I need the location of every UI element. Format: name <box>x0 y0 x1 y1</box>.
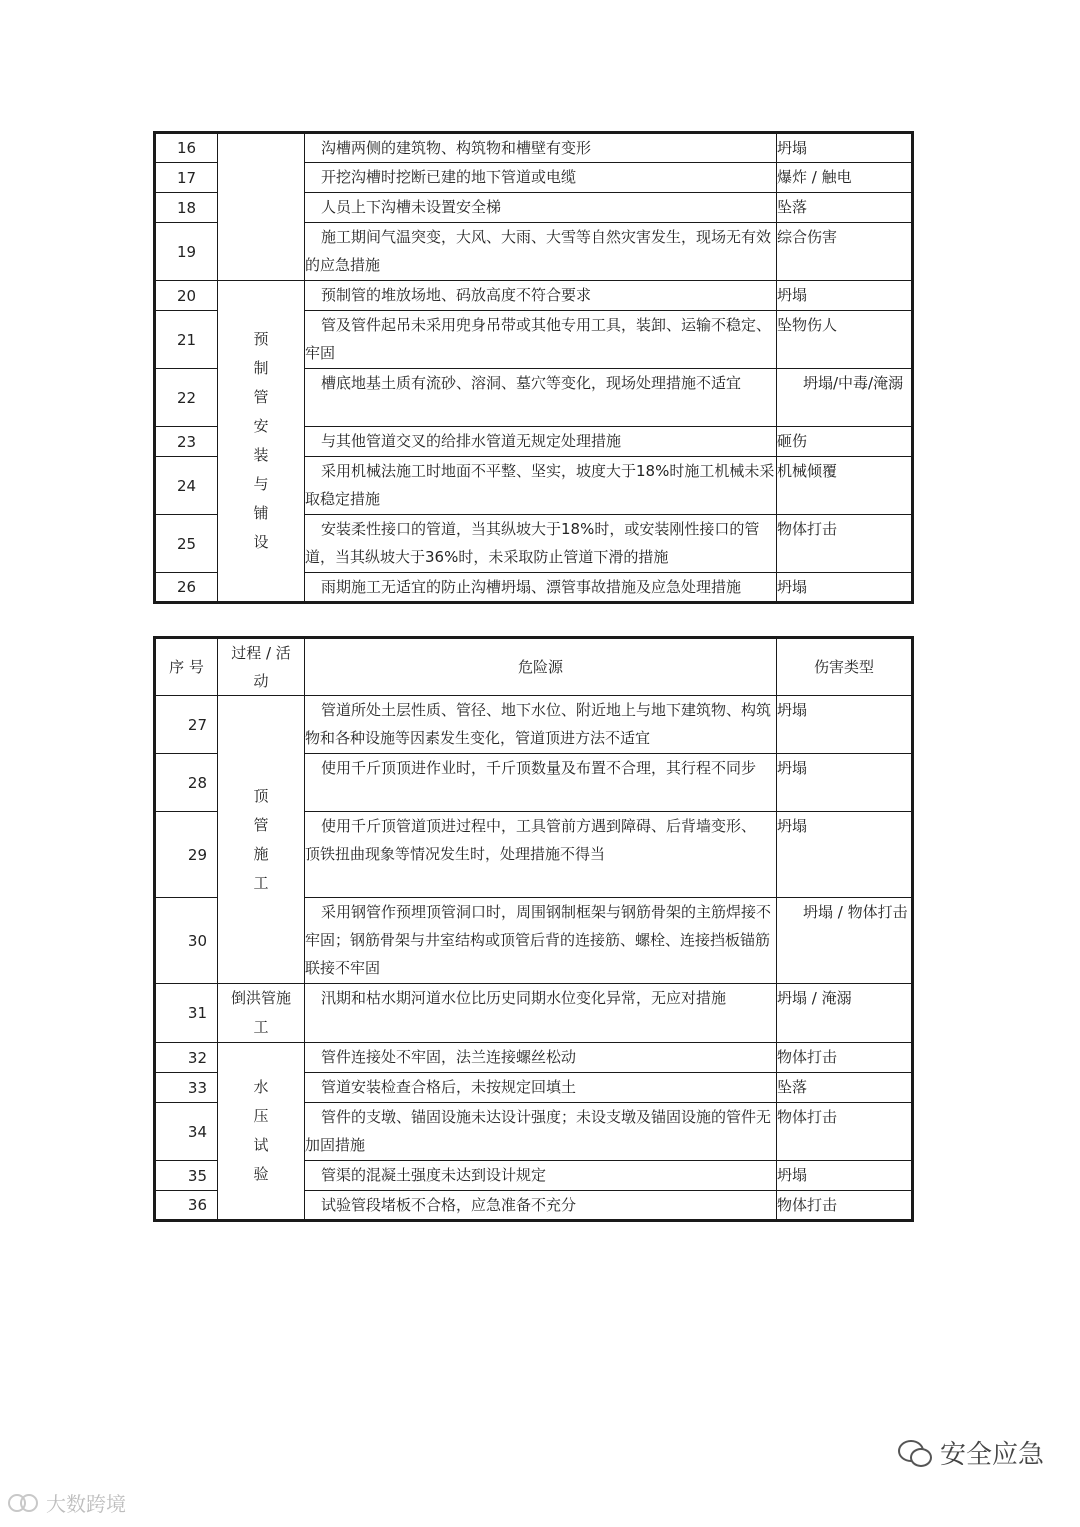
row-number: 16 <box>155 133 218 163</box>
row-number: 28 <box>155 754 218 812</box>
hazard-source <box>305 812 777 898</box>
hazard-source: 采用钢管作预埋顶管洞口时，周围钢制框架与钢筋骨架的主筋焊接不牢固；钢筋骨架与井室结构或顶管后背的连接筋、螺栓、连接挡板锚筋联接不牢固 <box>305 898 777 984</box>
injury-type: 物体打击 <box>777 515 913 573</box>
row-number: 18 <box>155 193 218 223</box>
row-number: 24 <box>155 457 218 515</box>
header-process: 过程 / 活动 <box>218 638 305 696</box>
hazard-source: 采用机械法施工时地面不平整、坚实，坡度大于18%时施工机械未采取稳定措施 <box>305 457 777 515</box>
hazard-source: 管渠的混凝土强度未达到设计规定 <box>305 1161 777 1191</box>
process-cell-empty <box>218 133 305 281</box>
row-number: 25 <box>155 515 218 573</box>
injury-type: 物体打击 <box>777 1191 913 1221</box>
row-number: 27 <box>155 696 218 754</box>
header-number: 序 号 <box>155 638 218 696</box>
table-row <box>155 281 913 311</box>
injury-type: 坠落 <box>777 1073 913 1103</box>
row-number: 34 <box>155 1103 218 1161</box>
hazard-source-line: 使用千斤顶管道顶进过程中，工具管前方遇到障碍、后背墙变形、 <box>321 817 757 835</box>
hazard-source: 使用千斤顶顶进作业时，千斤顶数量及布置不合理，其行程不同步 <box>305 754 777 812</box>
process-cell <box>218 281 305 603</box>
weibo-logo-icon <box>8 1493 42 1513</box>
injury-type: 物体打击 <box>777 1103 913 1161</box>
row-number: 20 <box>155 281 218 311</box>
row-number: 33 <box>155 1073 218 1103</box>
injury-type: 坍塌 / 淹溺 <box>777 984 913 1043</box>
hazard-source: 施工期间气温突变，大风、大雨、大雪等自然灾害发生，现场无有效的应急措施 <box>305 223 777 281</box>
injury-type: 综合伤害 <box>777 223 913 281</box>
hazard-source: 管件连接处不牢固，法兰连接螺丝松动 <box>305 1043 777 1073</box>
hazard-source: 槽底地基土质有流砂、溶洞、墓穴等变化，现场处理措施不适宜 <box>305 369 777 427</box>
table-row <box>155 1043 913 1073</box>
watermark-right-text: 安全应急 <box>940 1440 1045 1470</box>
hazard-source: 人员上下沟槽未设置安全梯 <box>305 193 777 223</box>
row-number: 23 <box>155 427 218 457</box>
hazard-source-line: 顶铁扭曲现象等情况发生时，处理措施不得当 <box>305 845 606 863</box>
watermark-left <box>8 1488 126 1517</box>
injury-type: 坍塌 <box>777 281 913 311</box>
injury-type: 坍塌 <box>777 573 913 603</box>
row-number: 29 <box>155 812 218 898</box>
watermark-left-text: 大数跨境 <box>46 1492 126 1516</box>
table-row <box>155 696 913 754</box>
injury-type: 坍塌 <box>777 1161 913 1191</box>
row-number: 19 <box>155 223 218 281</box>
injury-type: 物体打击 <box>777 1043 913 1073</box>
row-number: 17 <box>155 163 218 193</box>
injury-type: 坠落 <box>777 193 913 223</box>
process-label: 水压试验 <box>253 1078 269 1183</box>
hazard-source: 汛期和枯水期河道水位比历史同期水位变化异常，无应对措施 <box>305 984 777 1043</box>
row-number: 35 <box>155 1161 218 1191</box>
hazard-source: 雨期施工无适宜的防止沟槽坍塌、漂管事故措施及应急处理措施 <box>305 573 777 603</box>
hazard-source: 预制管的堆放场地、码放高度不符合要求 <box>305 281 777 311</box>
row-number: 32 <box>155 1043 218 1073</box>
hazard-table-part2 <box>153 636 914 1222</box>
hazard-source: 管道安装检查合格后，未按规定回填土 <box>305 1073 777 1103</box>
row-number: 22 <box>155 369 218 427</box>
hazard-table-part1 <box>153 131 914 604</box>
hazard-source: 开挖沟槽时挖断已建的地下管道或电缆 <box>305 163 777 193</box>
hazard-source: 沟槽两侧的建筑物、构筑物和槽壁有变形 <box>305 133 777 163</box>
row-number: 31 <box>155 984 218 1043</box>
hazard-source: 与其他管道交叉的给排水管道无规定处理措施 <box>305 427 777 457</box>
injury-type: 坍塌 <box>777 133 913 163</box>
row-number: 36 <box>155 1191 218 1221</box>
row-number: 30 <box>155 898 218 984</box>
hazard-source: 安装柔性接口的管道，当其纵坡大于18%时，或安装刚性接口的管道，当其纵坡大于36%时，未采取防止管道下滑的措施 <box>305 515 777 573</box>
injury-type: 砸伤 <box>777 427 913 457</box>
process-cell <box>218 1043 305 1221</box>
injury-type: 坍塌 <box>777 812 913 898</box>
injury-type: 爆炸 / 触电 <box>777 163 913 193</box>
hazard-source: 管及管件起吊未采用兜身吊带或其他专用工具，装卸、运输不稳定、牢固 <box>305 311 777 369</box>
hazard-source: 管件的支墩、锚固设施未达设计强度；未设支墩及锚固设施的管件无加固措施 <box>305 1103 777 1161</box>
table-header-row <box>155 638 913 696</box>
row-number: 26 <box>155 573 218 603</box>
process-label: 预制管安装与铺设 <box>253 330 269 551</box>
injury-type: 坍塌 <box>777 754 913 812</box>
process-label: 顶管施工 <box>253 786 269 892</box>
process-cell: 倒洪管施工 <box>218 984 305 1043</box>
table-row <box>155 133 913 163</box>
row-number: 21 <box>155 311 218 369</box>
header-injury-type: 伤害类型 <box>777 638 913 696</box>
injury-type: 坍塌 / 物体打击 <box>777 898 913 984</box>
injury-type: 坍塌/中毒/淹溺 <box>777 369 913 427</box>
hazard-source: 试验管段堵板不合格，应急准备不充分 <box>305 1191 777 1221</box>
hazard-source: 管道所处土层性质、管径、地下水位、附近地上与地下建筑物、构筑物和各种设施等因素发生变化，管道顶进方法不适宜 <box>305 696 777 754</box>
table-row <box>155 984 913 1043</box>
injury-type: 坍塌 <box>777 696 913 754</box>
injury-type: 机械倾覆 <box>777 457 913 515</box>
wechat-icon <box>898 1438 932 1468</box>
process-cell <box>218 696 305 984</box>
watermark-right <box>898 1434 1044 1471</box>
injury-type: 坠物伤人 <box>777 311 913 369</box>
header-hazard: 危险源 <box>305 638 777 696</box>
